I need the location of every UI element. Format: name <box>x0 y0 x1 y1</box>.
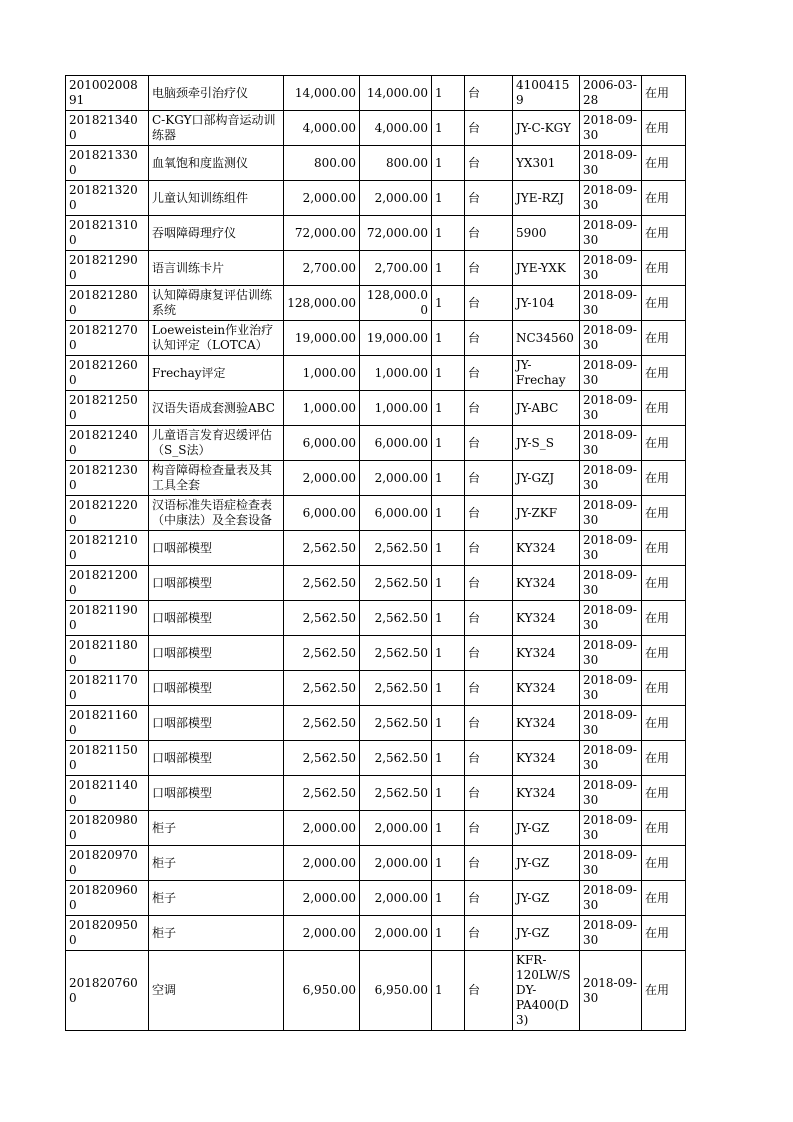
cell-model: KY324 <box>513 706 580 741</box>
cell-equipment-name: 口咽部模型 <box>149 706 284 741</box>
cell-original-value: 2,000.00 <box>284 461 360 496</box>
cell-net-value: 4,000.00 <box>360 111 432 146</box>
table-row <box>66 951 686 1031</box>
cell-asset-id: 2018211400 <box>66 776 149 811</box>
cell-asset-id: 2018211900 <box>66 601 149 636</box>
cell-asset-id: 2018211600 <box>66 706 149 741</box>
cell-net-value: 2,562.50 <box>360 566 432 601</box>
cell-unit: 台 <box>465 636 513 671</box>
table-row <box>66 251 686 286</box>
cell-unit: 台 <box>465 566 513 601</box>
cell-net-value: 2,000.00 <box>360 916 432 951</box>
cell-date: 2018-09-30 <box>580 181 642 216</box>
cell-equipment-name: 口咽部模型 <box>149 776 284 811</box>
cell-equipment-name: 空调 <box>149 951 284 1031</box>
cell-original-value: 2,562.50 <box>284 671 360 706</box>
cell-status: 在用 <box>642 356 686 391</box>
table-row <box>66 356 686 391</box>
cell-equipment-name: 口咽部模型 <box>149 566 284 601</box>
cell-status: 在用 <box>642 636 686 671</box>
table-row <box>66 111 686 146</box>
cell-net-value: 2,562.50 <box>360 776 432 811</box>
cell-quantity: 1 <box>432 111 465 146</box>
cell-date: 2018-09-30 <box>580 111 642 146</box>
cell-equipment-name: 口咽部模型 <box>149 741 284 776</box>
cell-status: 在用 <box>642 916 686 951</box>
cell-status: 在用 <box>642 321 686 356</box>
cell-status: 在用 <box>642 181 686 216</box>
cell-status: 在用 <box>642 426 686 461</box>
cell-status: 在用 <box>642 566 686 601</box>
cell-original-value: 2,000.00 <box>284 881 360 916</box>
cell-asset-id: 2018212400 <box>66 426 149 461</box>
cell-status: 在用 <box>642 671 686 706</box>
cell-unit: 台 <box>465 811 513 846</box>
cell-unit: 台 <box>465 286 513 321</box>
cell-quantity: 1 <box>432 146 465 181</box>
cell-unit: 台 <box>465 146 513 181</box>
cell-quantity: 1 <box>432 216 465 251</box>
cell-equipment-name: C-KGY口部构音运动训练器 <box>149 111 284 146</box>
cell-original-value: 2,000.00 <box>284 916 360 951</box>
table-row <box>66 531 686 566</box>
cell-date: 2018-09-30 <box>580 916 642 951</box>
cell-model: JY-GZ <box>513 881 580 916</box>
cell-original-value: 6,950.00 <box>284 951 360 1031</box>
cell-quantity: 1 <box>432 846 465 881</box>
cell-date: 2018-09-30 <box>580 846 642 881</box>
cell-asset-id: 2018213400 <box>66 111 149 146</box>
cell-asset-id: 2018209700 <box>66 846 149 881</box>
cell-asset-id: 20100200891 <box>66 76 149 111</box>
cell-quantity: 1 <box>432 881 465 916</box>
cell-equipment-name: Frechay评定 <box>149 356 284 391</box>
cell-asset-id: 2018213300 <box>66 146 149 181</box>
cell-quantity: 1 <box>432 776 465 811</box>
cell-quantity: 1 <box>432 916 465 951</box>
equipment-table <box>65 75 686 1031</box>
cell-asset-id: 2018209600 <box>66 881 149 916</box>
cell-net-value: 6,950.00 <box>360 951 432 1031</box>
cell-unit: 台 <box>465 181 513 216</box>
cell-unit: 台 <box>465 776 513 811</box>
cell-model: 41004159 <box>513 76 580 111</box>
cell-date: 2018-09-30 <box>580 636 642 671</box>
cell-net-value: 2,562.50 <box>360 671 432 706</box>
cell-unit: 台 <box>465 76 513 111</box>
cell-original-value: 2,562.50 <box>284 566 360 601</box>
cell-model: KY324 <box>513 531 580 566</box>
cell-equipment-name: 柜子 <box>149 916 284 951</box>
cell-equipment-name: 儿童语言发育迟缓评估（S_S法） <box>149 426 284 461</box>
cell-quantity: 1 <box>432 811 465 846</box>
cell-equipment-name: 构音障碍检查量表及其工具全套 <box>149 461 284 496</box>
cell-quantity: 1 <box>432 636 465 671</box>
table-row <box>66 76 686 111</box>
cell-asset-id: 2018213100 <box>66 216 149 251</box>
cell-net-value: 2,562.50 <box>360 636 432 671</box>
cell-quantity: 1 <box>432 356 465 391</box>
cell-unit: 台 <box>465 391 513 426</box>
cell-asset-id: 2018212800 <box>66 286 149 321</box>
cell-unit: 台 <box>465 426 513 461</box>
cell-net-value: 2,000.00 <box>360 881 432 916</box>
cell-quantity: 1 <box>432 286 465 321</box>
cell-equipment-name: 汉语标准失语症检查表（中康法）及全套设备 <box>149 496 284 531</box>
cell-net-value: 14,000.00 <box>360 76 432 111</box>
cell-date: 2018-09-30 <box>580 531 642 566</box>
cell-original-value: 1,000.00 <box>284 391 360 426</box>
cell-date: 2018-09-30 <box>580 146 642 181</box>
cell-status: 在用 <box>642 216 686 251</box>
cell-quantity: 1 <box>432 601 465 636</box>
cell-unit: 台 <box>465 321 513 356</box>
table-row <box>66 426 686 461</box>
cell-status: 在用 <box>642 531 686 566</box>
cell-asset-id: 2018211500 <box>66 741 149 776</box>
cell-net-value: 2,562.50 <box>360 741 432 776</box>
cell-date: 2018-09-30 <box>580 356 642 391</box>
table-row <box>66 146 686 181</box>
cell-status: 在用 <box>642 76 686 111</box>
cell-model: NC34560 <box>513 321 580 356</box>
cell-equipment-name: 口咽部模型 <box>149 601 284 636</box>
cell-date: 2018-09-30 <box>580 601 642 636</box>
cell-status: 在用 <box>642 461 686 496</box>
cell-model: JY-GZ <box>513 846 580 881</box>
cell-original-value: 2,562.50 <box>284 636 360 671</box>
cell-model: JY-104 <box>513 286 580 321</box>
cell-date: 2006-03-28 <box>580 76 642 111</box>
cell-quantity: 1 <box>432 321 465 356</box>
cell-asset-id: 2018212200 <box>66 496 149 531</box>
cell-status: 在用 <box>642 601 686 636</box>
cell-status: 在用 <box>642 286 686 321</box>
cell-equipment-name: 口咽部模型 <box>149 636 284 671</box>
cell-unit: 台 <box>465 216 513 251</box>
table-row <box>66 461 686 496</box>
cell-date: 2018-09-30 <box>580 671 642 706</box>
cell-model: KY324 <box>513 566 580 601</box>
table-row <box>66 776 686 811</box>
table-row <box>66 286 686 321</box>
cell-quantity: 1 <box>432 461 465 496</box>
cell-quantity: 1 <box>432 706 465 741</box>
cell-status: 在用 <box>642 391 686 426</box>
cell-unit: 台 <box>465 111 513 146</box>
cell-status: 在用 <box>642 706 686 741</box>
table-row <box>66 846 686 881</box>
cell-model: JY-ABC <box>513 391 580 426</box>
table-row <box>66 496 686 531</box>
cell-asset-id: 2018211800 <box>66 636 149 671</box>
cell-equipment-name: 儿童认知训练组件 <box>149 181 284 216</box>
cell-status: 在用 <box>642 881 686 916</box>
equipment-table-body <box>66 76 686 1031</box>
cell-original-value: 2,562.50 <box>284 706 360 741</box>
cell-asset-id: 2018213200 <box>66 181 149 216</box>
cell-model: KFR-120LW/SDY-PA400(D3) <box>513 951 580 1031</box>
cell-model: JYE-RZJ <box>513 181 580 216</box>
cell-quantity: 1 <box>432 951 465 1031</box>
cell-original-value: 2,562.50 <box>284 741 360 776</box>
cell-net-value: 2,000.00 <box>360 846 432 881</box>
cell-asset-id: 2018209500 <box>66 916 149 951</box>
cell-model: YX301 <box>513 146 580 181</box>
cell-date: 2018-09-30 <box>580 461 642 496</box>
cell-date: 2018-09-30 <box>580 321 642 356</box>
cell-date: 2018-09-30 <box>580 391 642 426</box>
cell-model: JY-GZJ <box>513 461 580 496</box>
cell-unit: 台 <box>465 916 513 951</box>
cell-original-value: 2,700.00 <box>284 251 360 286</box>
cell-original-value: 72,000.00 <box>284 216 360 251</box>
cell-original-value: 128,000.00 <box>284 286 360 321</box>
cell-asset-id: 2018212100 <box>66 531 149 566</box>
cell-unit: 台 <box>465 951 513 1031</box>
cell-unit: 台 <box>465 706 513 741</box>
cell-unit: 台 <box>465 601 513 636</box>
cell-date: 2018-09-30 <box>580 566 642 601</box>
cell-equipment-name: Loeweistein作业治疗认知评定（LOTCA） <box>149 321 284 356</box>
cell-model: JY-GZ <box>513 916 580 951</box>
cell-equipment-name: 电脑颈牵引治疗仪 <box>149 76 284 111</box>
cell-unit: 台 <box>465 531 513 566</box>
table-row <box>66 321 686 356</box>
cell-equipment-name: 血氧饱和度监测仪 <box>149 146 284 181</box>
cell-original-value: 800.00 <box>284 146 360 181</box>
cell-quantity: 1 <box>432 566 465 601</box>
cell-original-value: 2,000.00 <box>284 181 360 216</box>
cell-unit: 台 <box>465 251 513 286</box>
cell-unit: 台 <box>465 741 513 776</box>
cell-quantity: 1 <box>432 251 465 286</box>
cell-status: 在用 <box>642 251 686 286</box>
cell-asset-id: 2018212600 <box>66 356 149 391</box>
cell-original-value: 2,000.00 <box>284 846 360 881</box>
cell-asset-id: 2018212900 <box>66 251 149 286</box>
cell-model: KY324 <box>513 776 580 811</box>
cell-net-value: 2,700.00 <box>360 251 432 286</box>
cell-asset-id: 2018212500 <box>66 391 149 426</box>
cell-quantity: 1 <box>432 391 465 426</box>
table-row <box>66 706 686 741</box>
cell-quantity: 1 <box>432 496 465 531</box>
cell-asset-id: 2018212300 <box>66 461 149 496</box>
cell-equipment-name: 吞咽障碍理疗仪 <box>149 216 284 251</box>
cell-original-value: 14,000.00 <box>284 76 360 111</box>
cell-date: 2018-09-30 <box>580 881 642 916</box>
table-row <box>66 741 686 776</box>
cell-model: JY-C-KGY <box>513 111 580 146</box>
cell-date: 2018-09-30 <box>580 951 642 1031</box>
cell-model: JY-Frechay <box>513 356 580 391</box>
cell-net-value: 19,000.00 <box>360 321 432 356</box>
cell-net-value: 128,000.00 <box>360 286 432 321</box>
cell-asset-id: 2018212700 <box>66 321 149 356</box>
cell-net-value: 2,000.00 <box>360 461 432 496</box>
cell-equipment-name: 口咽部模型 <box>149 531 284 566</box>
cell-date: 2018-09-30 <box>580 776 642 811</box>
cell-asset-id: 2018209800 <box>66 811 149 846</box>
table-row <box>66 216 686 251</box>
cell-date: 2018-09-30 <box>580 496 642 531</box>
cell-original-value: 6,000.00 <box>284 426 360 461</box>
cell-quantity: 1 <box>432 181 465 216</box>
cell-quantity: 1 <box>432 741 465 776</box>
cell-net-value: 800.00 <box>360 146 432 181</box>
cell-original-value: 2,562.50 <box>284 776 360 811</box>
table-row <box>66 566 686 601</box>
cell-net-value: 2,562.50 <box>360 531 432 566</box>
cell-unit: 台 <box>465 461 513 496</box>
cell-status: 在用 <box>642 496 686 531</box>
cell-net-value: 1,000.00 <box>360 391 432 426</box>
cell-net-value: 2,000.00 <box>360 811 432 846</box>
cell-original-value: 4,000.00 <box>284 111 360 146</box>
cell-asset-id: 2018207600 <box>66 951 149 1031</box>
cell-model: JY-S_S <box>513 426 580 461</box>
cell-original-value: 2,562.50 <box>284 601 360 636</box>
cell-net-value: 2,562.50 <box>360 601 432 636</box>
cell-model: JYE-YXK <box>513 251 580 286</box>
cell-unit: 台 <box>465 881 513 916</box>
cell-net-value: 1,000.00 <box>360 356 432 391</box>
cell-date: 2018-09-30 <box>580 216 642 251</box>
table-row <box>66 916 686 951</box>
cell-original-value: 19,000.00 <box>284 321 360 356</box>
cell-status: 在用 <box>642 846 686 881</box>
cell-model: KY324 <box>513 671 580 706</box>
cell-equipment-name: 口咽部模型 <box>149 671 284 706</box>
cell-status: 在用 <box>642 811 686 846</box>
cell-net-value: 2,000.00 <box>360 181 432 216</box>
cell-status: 在用 <box>642 951 686 1031</box>
cell-date: 2018-09-30 <box>580 251 642 286</box>
cell-original-value: 1,000.00 <box>284 356 360 391</box>
cell-status: 在用 <box>642 776 686 811</box>
cell-status: 在用 <box>642 146 686 181</box>
table-row <box>66 391 686 426</box>
table-row <box>66 881 686 916</box>
cell-equipment-name: 语言训练卡片 <box>149 251 284 286</box>
cell-model: KY324 <box>513 741 580 776</box>
cell-date: 2018-09-30 <box>580 706 642 741</box>
cell-equipment-name: 汉语失语成套测验ABC <box>149 391 284 426</box>
cell-model: 5900 <box>513 216 580 251</box>
cell-original-value: 2,562.50 <box>284 531 360 566</box>
cell-unit: 台 <box>465 846 513 881</box>
table-row <box>66 181 686 216</box>
cell-model: KY324 <box>513 636 580 671</box>
cell-unit: 台 <box>465 356 513 391</box>
cell-original-value: 2,000.00 <box>284 811 360 846</box>
table-row <box>66 811 686 846</box>
cell-net-value: 2,562.50 <box>360 706 432 741</box>
cell-equipment-name: 柜子 <box>149 881 284 916</box>
cell-date: 2018-09-30 <box>580 811 642 846</box>
cell-asset-id: 2018212000 <box>66 566 149 601</box>
table-row <box>66 601 686 636</box>
cell-original-value: 6,000.00 <box>284 496 360 531</box>
cell-status: 在用 <box>642 111 686 146</box>
cell-date: 2018-09-30 <box>580 741 642 776</box>
table-row <box>66 671 686 706</box>
cell-model: KY324 <box>513 601 580 636</box>
cell-model: JY-ZKF <box>513 496 580 531</box>
cell-net-value: 6,000.00 <box>360 426 432 461</box>
table-row <box>66 636 686 671</box>
cell-unit: 台 <box>465 671 513 706</box>
cell-quantity: 1 <box>432 426 465 461</box>
cell-status: 在用 <box>642 741 686 776</box>
cell-net-value: 72,000.00 <box>360 216 432 251</box>
cell-date: 2018-09-30 <box>580 286 642 321</box>
cell-equipment-name: 柜子 <box>149 846 284 881</box>
cell-net-value: 6,000.00 <box>360 496 432 531</box>
cell-equipment-name: 柜子 <box>149 811 284 846</box>
cell-quantity: 1 <box>432 531 465 566</box>
cell-equipment-name: 认知障碍康复评估训练系统 <box>149 286 284 321</box>
cell-asset-id: 2018211700 <box>66 671 149 706</box>
cell-model: JY-GZ <box>513 811 580 846</box>
cell-unit: 台 <box>465 496 513 531</box>
cell-date: 2018-09-30 <box>580 426 642 461</box>
cell-quantity: 1 <box>432 76 465 111</box>
cell-quantity: 1 <box>432 671 465 706</box>
